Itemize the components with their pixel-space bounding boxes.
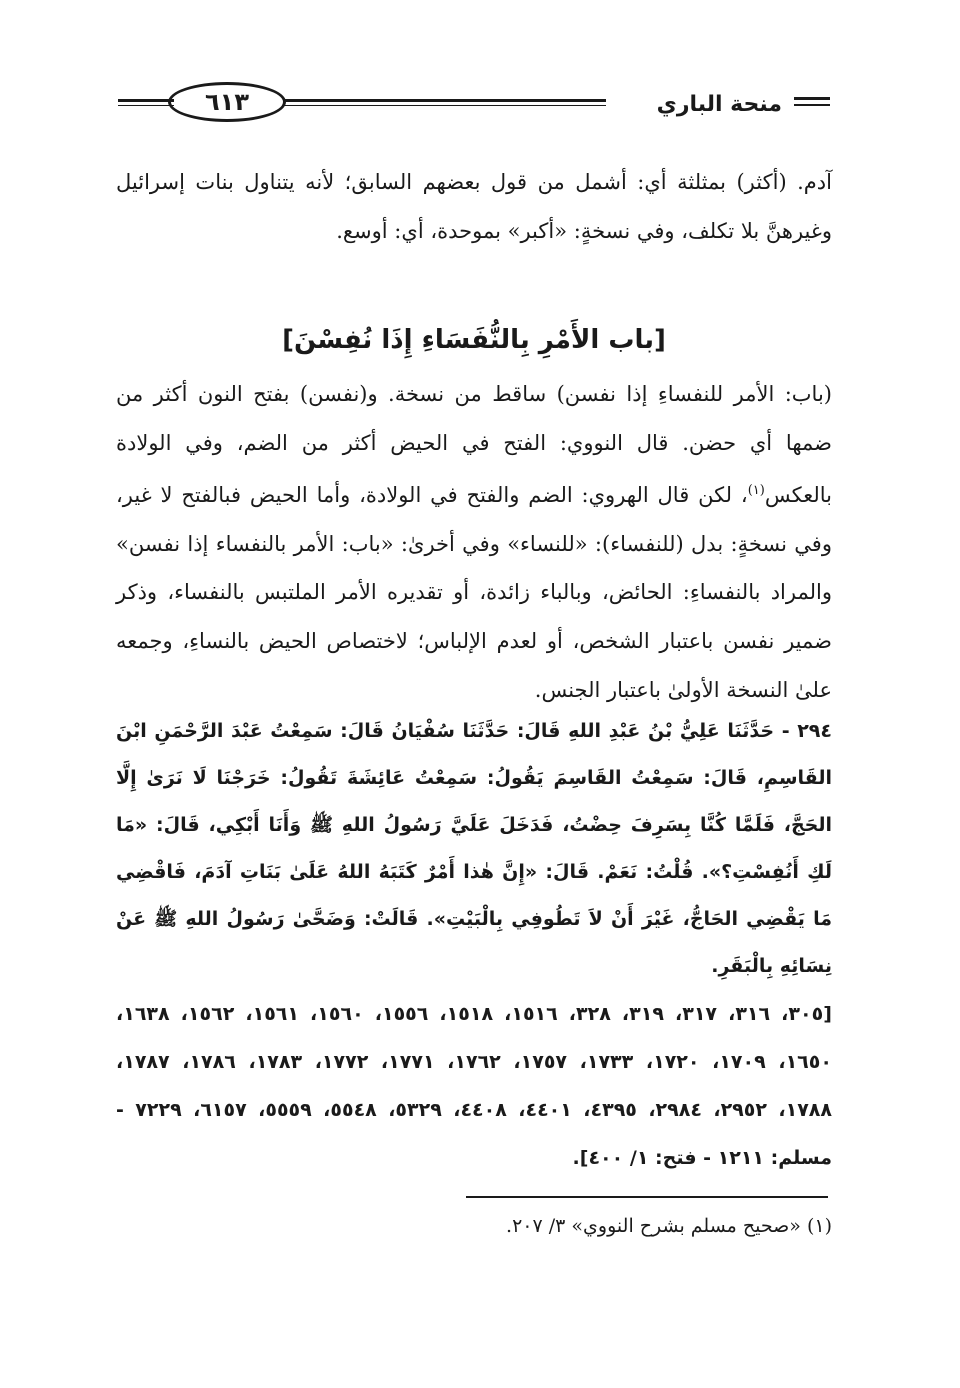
header-end-dash [794,97,830,100]
footnote-block [116,1206,832,1246]
commentary-text-1: (باب: الأمر للنفساءِ إذا نفسن) ساقط من نسخة. و(نفسن) بفتح النون أكثر من ضمها أي حضن. قال النووي: الفتح في الحيض أكثر من الضم، وفي الولادة بالعكس [116,382,832,508]
hadith-block [116,708,832,990]
hadith-references: [٣٠٥، ٣١٦، ٣١٧، ٣١٩، ٣٢٨، ١٥١٦، ١٥١٨، ١٥٥٦، ١٥٦٠، ١٥٦١، ١٥٦٢، ١٦٣٨، ١٦٥٠، ١٧٠٩، ١٧٢٠، ١٧٣٣، ١٧٥٧، ١٧٦٢، ١٧٧١، ١٧٧٢، ١٧٨٣، ١٧٨٦، ١٧٨٧، ١٧٨٨، ٢٩٥٢، ٢٩٨٤، ٤٣٩٥، ٤٤٠١، ٤٤٠٨، ٥٣٢٩، ٥٥٤٨، ٥٥٥٩، ٦١٥٧، ٧٢٢٩ - مسلم: ١٢١١ - فتح: ١/ ٤٠٠]. [116,1003,832,1169]
header-rule [118,99,174,102]
footnote-separator [466,1196,828,1198]
commentary-text-2: ، لكن قال الهروي: الضم والفتح في الولادة، وأما الحيض فبالفتح لا غير، وفي نسخةٍ: بدل (للنفساء): «للنساء» وفي أخرىٰ: «باب: الأمر بالنفساء إذا نفسن» والمراد بالنفساءِ: الحائض، وبالباء زائدة، أو تقديره الأمر الملتبس بالنفساء، وذكر ضمير نفسن باعتبار الشخص، أو لعدم الإلباس؛ لاختصاص الحيض بالنساءِ، وجمعه علىٰ النسخة الأولىٰ باعتبار الجنس. [116,483,832,702]
header-end-dash-2 [794,104,830,106]
footnote-text: (١) «صحيح مسلم بشرح النووي» ٣/ ٢٠٧. [506,1215,832,1237]
intro-paragraph-block [116,158,832,255]
intro-paragraph: آدم. (أكثر) بمثلثة أي: أشمل من قول بعضهم السابق؛ لأنه يتناول بنات إسرائيل وغيرهنَّ بلا تكلف، وفي نسخةٍ: «أكبر» بموحدة، أي: أوسع. [116,170,832,243]
header-rule-long-thin [284,105,606,106]
header-rule-long [284,99,606,102]
book-title: منحة الباري [656,92,782,117]
hadith-text: ٢٩٤ - حَدَّثَنَا عَلِيُّ بْنُ عَبْدِ اللهِ قَالَ: حَدَّثَنَا سُفْيَانُ قَالَ: سَمِعْتُ عَبْدَ الرَّحْمَنِ ابْنَ القَاسِمِ، قَالَ: سَمِعْتُ القَاسِمَ يَقُولُ: سَمِعْتُ عَائِشَةَ تَقُولُ: خَرَجْنَا لَا نَرَىٰ إِلَّا الحَجَّ، فَلَمَّا كُنَّا بِسَرِفَ حِضْتُ، فَدَخَلَ عَلَيَّ رَسُولُ اللهِ ﷺ وَأَنَا أَبْكِي، قَالَ: «مَا لَكِ أَنُفِسْتِ؟». قُلْتُ: نَعَمْ. قَالَ: «إِنَّ هٰذا أَمْرٌ كَتَبَهُ اللهُ عَلَىٰ بَنَاتِ آدَمَ، فَاقْضِي مَا يَقْضِي الحَاجُّ، غَيْرَ أَنْ لاَ تَطُوفِي بِالْبَيْتِ». قَالَتْ: وَضَحَّىٰ رَسُولُ اللهِ ﷺ عَنْ نِسَائِهِ بِالْبَقَرِ. [116,720,832,977]
commentary-block [116,370,832,714]
page-number: ٦١٣ [168,82,286,122]
chapter-title: [باب الأَمْرِ بِالنُّفَسَاءِ إِذَا نُفِسْنَ] [282,325,666,355]
footnote-marker: (١) [747,483,765,499]
commentary-paragraph [116,370,832,714]
running-header [118,80,830,130]
references-block [116,990,832,1182]
header-rule-thin [118,105,174,106]
